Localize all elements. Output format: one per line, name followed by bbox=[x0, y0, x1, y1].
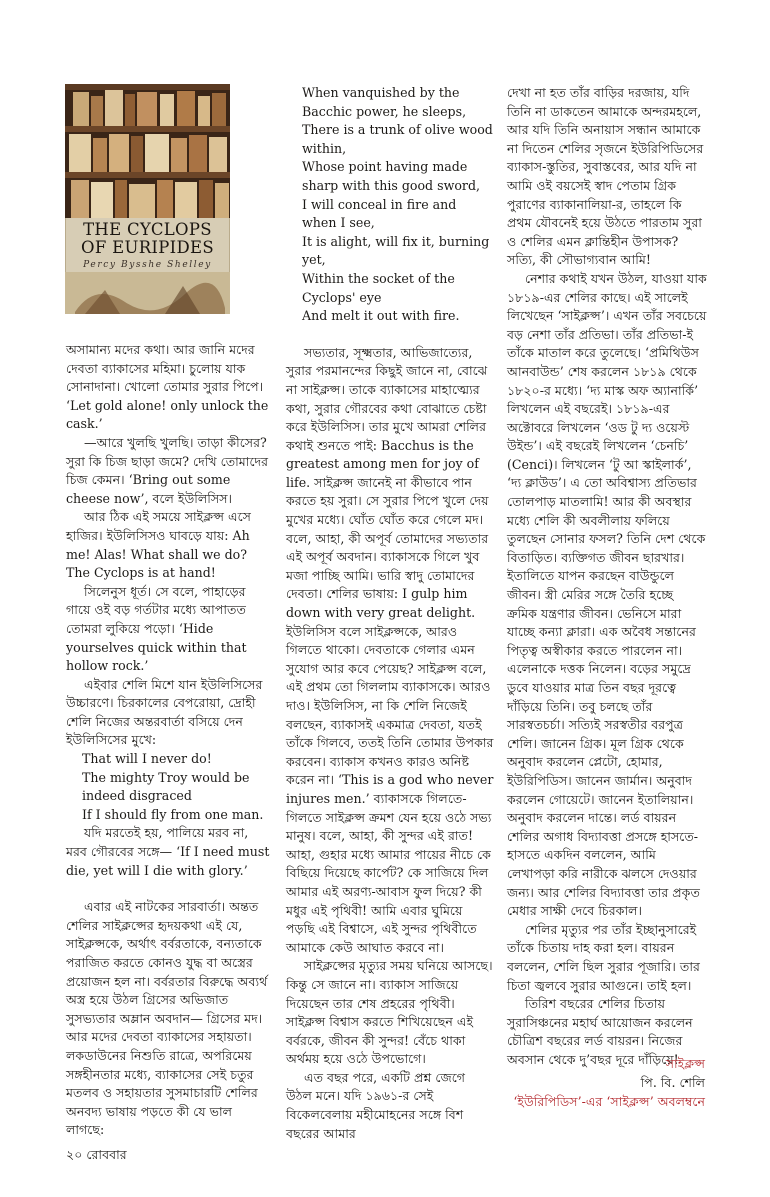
verse-line: Within the socket of the Cyclops' eye bbox=[302, 270, 455, 305]
cover-bottom-illustration bbox=[65, 272, 230, 314]
verse-line: There is a trunk of olive wood within, bbox=[302, 122, 493, 156]
source-credit bbox=[500, 1054, 705, 1111]
verse-line: And melt it out with fire. bbox=[302, 308, 460, 324]
credit-note: ‘ইউরিপিডিস’-এর ‘সাইক্লপ্স’ অবলম্বনে bbox=[513, 1094, 705, 1109]
paragraph: নেশার কথাই যখন উঠল, যাওয়া যাক ১৮১৯-এর শেলির কাছে। এই সালেই লিখেছেন ‘সাইক্লপ্স’। এখন তাঁর সবচেয়ে বড় নেশা তাঁর প্রতিভা। তাঁর প্রতিভা-ই তাঁকে মাতাল করে তুলেছে। ‘প্রমিথিউস আনবাউন্ড’ শেষ করলেন ১৮১৯ থেকে ১৮২০-র মধ্যে। ‘দ্য মাস্ক অফ অ্যানার্কি’ লিখলেন এই বছরেই। ১৮১৯-এর অক্টোবরে লিখলেন ‘ওড টু দ্য ওয়েস্ট উইন্ড’। এই বছরেই লিখলেন ‘চেনচি’ (Cenci)। লিখলেন ‘টু আ স্কাইলার্ক’, ‘দ্য ক্লাউড’। এ তো অবিশ্বাস্য প্রতিভার তোলপাড় মাতলামি! আর কী অবস্থার মধ্যে শেলি কী অবলীলায় ফলিয়ে তুলছেন সোনার ফসল? তিনি দেশ থেকে বিতাড়িত। ব্যক্তিগত জীবন ছারখার। ইতালিতে যাপন করছেন বাউন্ডুলে জীবন। স্ত্রী মেরির সঙ্গে তৈরি হচ্ছে ক্রমিক যন্ত্রণার জীবন। ভেনিসে মারা যাচ্ছে কন্যা ক্লারা। এক অবৈধ সন্তানের পিতৃত্ব অস্বীকার করতে পারলেন না। এলেনাকে দত্তক নিলেন। বড়ের সমুদ্রে ডুবে যাওয়ার মাত্র তিন বছর দূরত্বে দাঁড়িয়ে তিনি। তবু চলছে তাঁর সারস্বতচর্চা। সত্যিই সরস্বতীর বরপুত্র শেলি। জানেন গ্রিক। মূল গ্রিক থেকে অনুবাদ করলেন প্লেটো, হোমার, ইউরিপিডিস। জানেন জার্মান। অনুবাদ করলেন গোয়েটে। জানেন ইতালিয়ান। অনুবাদ করলেন দান্তে। লর্ড বায়রন শেলির অগাধ বিদ্যাবত্তা প্রসঙ্গে হাসতে-হাসতে একদিন বললেন, আমি লেখাপড়া করি নারীকে ঝলসে দেওয়ার জন্য। আর শেলির বিদ্যাবত্তা তার প্রকৃত মেধার সাক্ষী দেবে চিরকাল। bbox=[507, 270, 707, 919]
paragraph: এইবার শেলি মিশে যান ইউলিসিসের উচ্চারণে। চিরকালের বেপরোয়া, দ্রোহী শেলি নিজের অন্তরবার্তা বসিয়ে দেন ইউলিসিসের মুখে: bbox=[66, 676, 263, 748]
article-column-1 bbox=[66, 341, 271, 1140]
paragraph: দেখা না হত তাঁর বাড়ির দরজায়, যদি তিনি না ডাকতেন আমাকে অন্দরমহলে, আর যদি তিনি অনায়াস সন্ধান আমাকে না দিতেন শেলির সৃজনে ইউরিপিডিসের ব্যাকাস-স্তুতির, সুবাস্তবের, আর যদি না আমি ওই বয়সেই স্বাদ পেতাম গ্রিক পুরাণের ব্যাকানালিয়া-র, তাহলে কি প্রথম যৌবনেই হয়ে উঠতে পারতাম সুরা ও শেলির এমন ক্লান্তিহীন উপাসক? সত্যি, কী সৌভাগ্যবান আমি! bbox=[507, 85, 704, 268]
paragraph: সাইক্লপ্সের মৃত্যুর সময় ঘনিয়ে আসছে। কিন্তু সে জানে না। ব্যাকাস সাজিয়ে দিয়েছেন তার শেষ প্রহরের পৃথিবী। সাইক্লপ্স বিশ্বাস করতে শিখিয়েছেন এই বর্বরকে, জীবন কী সুন্দর! বেঁচে থাকা অর্থময় হয়ে ওঠে উপভোগে। bbox=[286, 958, 493, 1067]
article-column-2 bbox=[286, 84, 494, 1143]
cover-title-line1: THE CYCLOPS bbox=[83, 220, 212, 239]
bookshelf-illustration bbox=[65, 84, 230, 218]
page-folio: ২০ রোববার bbox=[66, 1147, 127, 1162]
credit-title: সাইক্লপ্স bbox=[665, 1056, 705, 1071]
verse-line: Whose point having made sharp with this good sword, bbox=[302, 159, 481, 193]
paragraph: আর ঠিক এই সময়ে সাইক্লপ্স এসে হাজির। ইউলিসিসও ঘাবড়ে যায়: Ah me! Alas! What shall we do? The Cyclops is at hand! bbox=[66, 509, 251, 581]
paragraph: —আরে খুলছি খুলছি। তাড়া কীসের? সুরা কি চিজ ছাড়া জমে? দেখি তোমাদের চিজ কেমন। ‘Bring out some cheese now’, বলে ইউলিসিস। bbox=[66, 434, 269, 506]
cover-author: Percy Bysshe Shelley bbox=[83, 260, 212, 270]
article-column-3 bbox=[507, 84, 707, 1069]
paragraph: তিরিশ বছরের শেলির চিতায় সুরাসিঞ্চনের মহার্ঘ আয়োজন করলেন চৌত্রিশ বছরের লর্ড বায়রন। নিজের অবসান থেকে দু’বছর দূরে দাঁড়িয়ে! bbox=[507, 996, 693, 1067]
cover-title-line2: OF EURIPIDES bbox=[81, 238, 214, 257]
verse-line: It is alight, will fix it, burning yet, bbox=[302, 233, 490, 268]
verse-line: I will conceal in fire and when I see, bbox=[302, 196, 457, 231]
cover-title bbox=[65, 221, 230, 257]
credit-author: পি. বি. শেলি bbox=[640, 1075, 705, 1090]
verse-line: The mighty Troy would be indeed disgraced bbox=[82, 769, 250, 804]
paragraph: অসামান্য মদের কথা। আর জানি মদের দেবতা ব্যাকাসের মহিমা। চুলোয় যাক সোনাদানা। খোলো তোমার সুরার পিপে। ‘Let gold alone! only unlock the cask.’ bbox=[66, 342, 269, 432]
paragraph: এত বছর পরে, একটি প্রশ্ন জেগে উঠল মনে। যদি ১৯৬১-র সেই বিকেলবেলায় মহীমোহনের সঙ্গে বিশ বছরের আমার bbox=[286, 1069, 466, 1141]
verse-line: When vanquished by the Bacchic power, he sleeps, bbox=[302, 85, 467, 119]
paragraph: শেলির মৃত্যুর পর তাঁর ইচ্ছানুসারেই তাঁকে চিতায় দাহ করা হল। বায়রন বললেন, শেলি ছিল সুরার পূজারি। তার চিতা জ্বলবে সুরার আগুনে। তাই হল। bbox=[507, 921, 700, 993]
paragraph: যদি মরতেই হয়, পালিয়ে মরব না, মরব গৌরবের সঙ্গে— ‘If I need must die, yet will I die with glory.’ bbox=[66, 825, 270, 878]
verse-line: If I should fly from one man. bbox=[82, 806, 264, 822]
book-cover-image bbox=[65, 84, 230, 314]
paragraph: সভ্যতার, সূক্ষ্মতার, আভিজাত্যের, সুরার পরমানন্দের কিছুই জানে না, বোঝে না সাইক্লপ্স। তাকে ব্যাকাসের মাহাত্ম্যের কথা, সুরার গৌরবের কথা বোঝাতে চেষ্টা করে ইউলিসিস। তার মুখে আমরা শেলির কথাই শুনতে পাই: Bacchus is the greatest among men for joy of life. সাইক্লপ্স জানেই না কীভাবে পান করতে হয় সুরা। সে সুরার পিপে খুলে দেয় মুখের মধ্যে। ঘোঁত ঘোঁত করে গেলে মদ। বলে, আহা, কী অপূর্ব তোমাদের সভ্যতার এই অপূর্ব অবদান। ব্যাকাসকে গিলে খুব মজা পাচ্ছি আমি। ভারি স্বাদু তোমাদের দেবতা। শেলির ভাষায়: I gulp him down with very great delight. ইউলিসিস বলে সাইক্লপ্সকে, আরও গিলতে থাকো। দেবতাকে গেলার এমন সুযোগ আর কবে পেয়েছ? সাইক্লপ্স বলে, এই প্রথম তো গিললাম ব্যাকাসকে। আরও দাও। ইউলিসিস, না কি শেলি নিজেই বলছেন, ব্যাকাসই একমাত্র দেবতা, যতই তাঁকে গিলবে, ততই তিনি তোমার উপকার করবেন। ব্যাকাস কখনও কারও অনিষ্ট করেন না। ‘This is a god who never injures men.’ ব্যাকাসকে গিলতে-গিলতে সাইক্লপ্স ক্রমশ যেন হয়ে ওঠে সভ্য মানুষ। বলে, আহা, কী সুন্দর এই রাত! আহা, গুহার মধ্যে আমার পায়ের নীচে কে বিছিয়ে দিয়েছে কার্পেট? কে সাজিয়ে দিল আমার এই অরণ্য-আবাস ফুল দিয়ে? কী মধুর এই পৃথিবী! আমি এবার ঘুমিয়ে পড়ছি এই বিশ্বাসে, এই সুন্দর পৃথিবীতে আমাকে কেউ আঘাত করবে না। bbox=[286, 344, 494, 955]
paragraph: এবার এই নাটকের সারবার্তা। অন্তত শেলির সাইক্লপ্সের হৃদয়কথা এই যে, সাইক্লপ্সকে, অর্থাৎ বর্বরতাকে, বন্যতাকে পরাজিত করতে কোনও যুদ্ধ বা অস্ত্রের প্রয়োজন হল না। বর্বরতার বিরুদ্ধে অব্যর্থ অস্ত্র হয়ে উঠল গ্রিসের অভিজাত সুসভ্যতার অম্লান অবদান— গ্রিসের মদ। আর মদের দেবতা ব্যাকাসের সহায়তা। লকডাউনের নিশুতি রাত্রে, অপরিমেয় সঙ্গহীনতার মধ্যে, ব্যাকাসের সেই চতুর মতলব ও সহায়তার সুসমাচারটি শেলির অনবদ্য ভাষায় পড়তে কী যে ভাল লাগছে: bbox=[66, 899, 268, 1138]
paragraph: সিলেনুস ধূর্ত। সে বলে, পাহাড়ের গায়ে ওই বড় গর্তটার মধ্যে আপাতত তোমরা লুকিয়ে পড়ো। ‘Hide yourselves quick within that hollow rock.’ bbox=[66, 583, 247, 674]
verse-line: That will I never do! bbox=[82, 751, 212, 767]
